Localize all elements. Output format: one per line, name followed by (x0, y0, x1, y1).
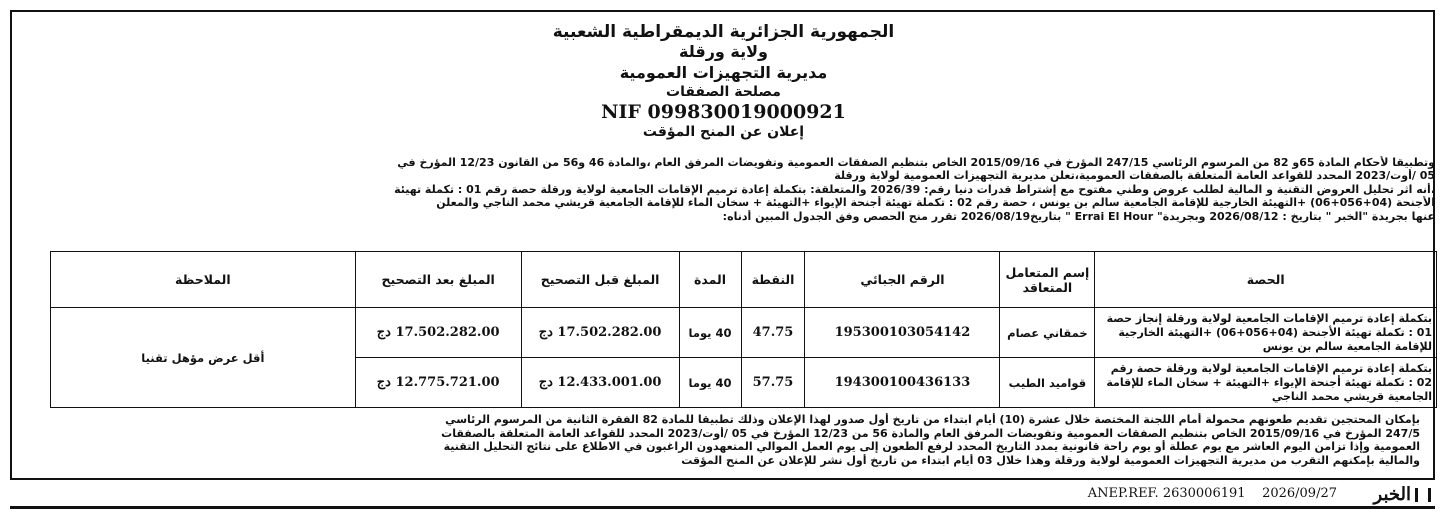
wilaya-title: ولاية ورقلة (678, 42, 768, 61)
logo-bars-icon (1415, 488, 1431, 502)
intro-line: وتطبيقا لأحكام المادة 65و 82 من المرسوم الرئاسي 247/15 المؤرخ في 2015/09/16 الخاص بتنظيم الصفقات العمومية وتفويضات المرفق العام ،والمادة 46 و56 من القانون 12/23 المؤرخ في (397, 156, 1435, 169)
amount-after: 17.502.282.00 دج (355, 308, 521, 358)
table-header-row (51, 252, 1437, 308)
header-lot: الحصة (1095, 252, 1437, 308)
score: 57.75 (741, 358, 805, 408)
header-amount-before: المبلغ قبل التصحيح (521, 252, 679, 308)
footer-line: 247/5 المؤرخ في 2015/09/16 الخاص بتنظيم الصفقات العمومية وتفويضات المرفق العام والمادة 56 من 12/23 المؤرخ في 05 /أوت/2023 المحدد للقواعد العامة المتعلقة بالصفقات (441, 426, 1420, 440)
intro-line: عنها بجريدة "الخبر " بتاريخ : 2026/08/12 وبجريدة" Errai El Hour " بتاريخ2026/08/19 تقرر منح الحصص وفق الجدول المبين أدناه: (722, 209, 1435, 223)
newspaper-logo (1374, 484, 1431, 505)
header-remark: الملاحظة (51, 252, 356, 308)
header-score: النقطة (741, 252, 805, 308)
remark: أقل عرض مؤهل تقنيا (51, 308, 356, 408)
appeal-paragraph (130, 413, 1420, 467)
duration: 40 يوما (679, 358, 741, 408)
intro-line: الأجنحة (04+056+06) +التهيئة الخارجية للإقامة الجامعية سالم بن يونس ، حصة رقم 02 : تكملة تهيئة أجنحة الإيواء +التهيئة + سخان الماء للإقامة الجامعية قريشي محمد الناجي والمعلن (436, 196, 1435, 210)
publication-reference (1088, 486, 1337, 501)
publication-date: 2026/09/27 (1262, 486, 1337, 501)
anep-reference: ANEP.REF. 2630006191 (1087, 486, 1246, 501)
intro-line: ،أنه اثر تحليل العروض التقنية و المالية لطلب عروض وطني مفتوح مع إشتراط قدرات دنيا رقم: 2026/39 والمتعلقة: بتكملة إعادة ترميم الإقامات الجامعية لولاية ورقلة حصة رقم 01 : تكملة تهيئة (394, 182, 1435, 196)
score: 47.75 (741, 308, 805, 358)
lot-description: بتكملة إعادة ترميم الإقامات الجامعية لولاية ورقلة حصة رقم 02 : تكملة تهيئة أجنحة الإيواء +التهيئة + سخان الماء للإقامة الجامعية قريشي محمد الناجي (1095, 358, 1437, 408)
republic-title: الجمهورية الجزائرية الديمقراطية الشعبية (552, 22, 895, 42)
amount-after: 12.775.721.00 دج (355, 358, 521, 408)
header-tax-id: الرقم الجبائي (805, 252, 1000, 308)
contractor-name: خمقاني عصام (1000, 308, 1095, 358)
header-duration: المدة (679, 252, 741, 308)
amount-before: 12.433.001.00 دج (521, 358, 679, 408)
tax-id: 194300100436133 (805, 358, 1000, 408)
lot-description: بتكملة إعادة ترميم الإقامات الجامعية لولاية ورقلة إنجاز حصة 01 : تكملة تهيئة الأجنحة (04+056+06) +التهيئة الخارجية للإقامة الجامعية سالم بن يونس (1095, 308, 1437, 358)
intro-paragraph (40, 156, 1435, 223)
bottom-divider (10, 506, 1435, 509)
service-title: مصلحة الصفقات (666, 84, 781, 100)
header-amount-after: المبلغ بعد التصحيح (355, 252, 521, 308)
notice-title: إعلان عن المنح المؤقت (642, 124, 805, 140)
contractor-name: قواميد الطيب (1000, 358, 1095, 408)
footer-line: العمومية وإذا تزامن اليوم العاشر مع يوم عطلة أو يوم راحة قانونية يمدد التاريخ المحدد لرفع الطعون إلى يوم العمل الموالي المتعهدون الراغبون في الاطلاع على نتائج التحليل التقنية (443, 440, 1420, 454)
logo-text: الخبر (1373, 484, 1411, 505)
intro-line: 05 /أوت/2023 المحدد للقواعد العامة المتعلقة بالصفقات العمومية،تعلن مديرية التجهيزات العمومية لولاية ورقلة (834, 169, 1435, 183)
nif-number: NIF 099830019000921 (601, 101, 846, 123)
tax-id: 195300103054142 (805, 308, 1000, 358)
header-contractor: إسم المتعامل المتعاقد (1000, 252, 1095, 308)
footer-line: والمالية بإمكنهم التقرب من مديرية التجهيزات العمومية لولاية ورقلة وهذا خلال 03 أيام ابتداء من تاريخ أول نشر للإعلان عن المنح المؤقت (681, 453, 1420, 467)
duration: 40 يوما (679, 308, 741, 358)
amount-before: 17.502.282.00 دج (521, 308, 679, 358)
table-row (51, 308, 1437, 358)
directorate-title: مديرية التجهيزات العمومية (619, 63, 828, 82)
footer-line: بإمكان المحتجين تقديم طعونهم محمولة أمام اللجنة المختصة خلال عشرة (10) أيام ابتداء من تاريخ أول صدور لهذا الإعلان وذلك تطبيقا للمادة 82 الفقرة الثانية من المرسوم الرئاسي (445, 413, 1420, 426)
award-table (50, 251, 1437, 408)
